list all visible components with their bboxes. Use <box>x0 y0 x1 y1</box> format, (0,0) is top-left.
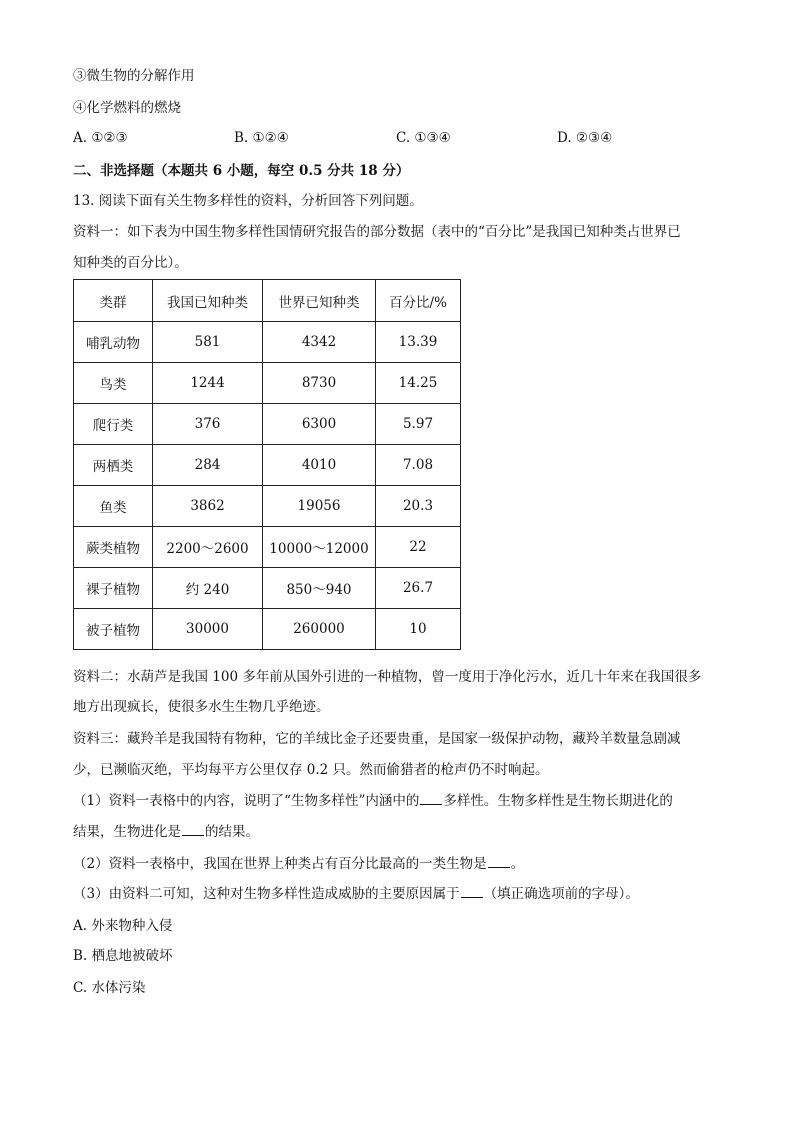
table-row <box>74 363 461 404</box>
table-cell: 鱼类 <box>74 486 153 527</box>
table-row <box>74 486 461 527</box>
table-cell: 284 <box>153 445 263 486</box>
answer-blank[interactable] <box>420 791 442 805</box>
sub1-text-c: 结果，生物进化是 <box>73 824 181 840</box>
table-cell: 26.7 <box>376 568 461 609</box>
sub2-text-b: 。 <box>510 856 525 872</box>
table-cell: 5.97 <box>376 404 461 445</box>
table-cell: 鸟类 <box>74 363 153 404</box>
sub-question-3 <box>73 884 639 904</box>
table-cell: 13.39 <box>376 322 461 363</box>
biodiversity-table <box>73 279 461 650</box>
choice-b[interactable]: B. ①②④ <box>234 130 289 146</box>
table-row <box>74 322 461 363</box>
sub-question-1-line-2 <box>73 822 259 842</box>
table-cell: 22 <box>376 527 461 568</box>
table-cell: 19056 <box>263 486 376 527</box>
table-cell: 1244 <box>153 363 263 404</box>
sub1-text-b: 多样性。生物多样性是生物长期进化的 <box>443 793 673 809</box>
sub-question-2 <box>73 854 524 874</box>
section-title: 二、非选择题（本题共 6 小题，每空 0.5 分共 18 分） <box>73 163 410 179</box>
prev-item-3: ③微生物的分解作用 <box>73 68 195 84</box>
sub2-text-a: （2）资料一表格中，我国在世界上种类占有百分比最高的一类生物是 <box>73 856 487 872</box>
table-cell: 裸子植物 <box>74 568 153 609</box>
table-cell: 2200～2600 <box>153 527 263 568</box>
table-cell: 两栖类 <box>74 445 153 486</box>
choice-d[interactable]: D. ②③④ <box>557 130 613 146</box>
table-cell: 被子植物 <box>74 609 153 650</box>
sub-question-1-line-1 <box>73 791 673 811</box>
table-cell: 850～940 <box>263 568 376 609</box>
table-cell: 14.25 <box>376 363 461 404</box>
table-cell: 7.08 <box>376 445 461 486</box>
header-cell: 类群 <box>74 280 153 322</box>
prev-choices <box>73 130 733 150</box>
table-cell: 30000 <box>153 609 263 650</box>
choice-c[interactable]: C. ①③④ <box>396 130 451 146</box>
table-cell: 260000 <box>263 609 376 650</box>
answer-blank[interactable] <box>488 854 510 868</box>
prev-item-4: ④化学燃料的燃烧 <box>73 100 181 116</box>
table-row <box>74 527 461 568</box>
answer-blank[interactable] <box>182 822 204 836</box>
option-b[interactable]: B. 栖息地被破坏 <box>73 948 173 964</box>
choice-a[interactable]: A. ①②③ <box>73 130 128 146</box>
material-2-line-1: 资料二：水葫芦是我国 100 多年前从国外引进的一种植物，曾一度用于净化污水，近几十年来在我国很多 <box>73 669 702 685</box>
option-c[interactable]: C. 水体污染 <box>73 980 146 996</box>
material-1-line-2: 知种类的百分比）。 <box>73 255 188 271</box>
table-cell: 20.3 <box>376 486 461 527</box>
table-cell: 10 <box>376 609 461 650</box>
sub3-text-b: （填正确选项前的字母）。 <box>483 886 639 902</box>
sub1-text-a: （1）资料一表格中的内容，说明了“生物多样性”内涵中的 <box>73 793 420 809</box>
material-3-line-1: 资料三：藏羚羊是我国特有物种，它的羊绒比金子还要贵重，是国家一级保护动物，藏羚羊数量急剧减 <box>73 731 681 747</box>
table-row <box>74 609 461 650</box>
table-cell: 4010 <box>263 445 376 486</box>
header-cell: 世界已知种类 <box>263 280 376 322</box>
table-cell: 爬行类 <box>74 404 153 445</box>
table-cell: 4342 <box>263 322 376 363</box>
table-cell: 约 240 <box>153 568 263 609</box>
table-cell: 哺乳动物 <box>74 322 153 363</box>
table-cell: 8730 <box>263 363 376 404</box>
material-3-line-2: 少，已濒临灭绝，平均每平方公里仅存 0.2 只。然而偷猎者的枪声仍不时响起。 <box>73 762 549 778</box>
table-cell: 3862 <box>153 486 263 527</box>
table-cell: 6300 <box>263 404 376 445</box>
header-cell: 我国已知种类 <box>153 280 263 322</box>
sub3-text-a: （3）由资料二可知，这种对生物多样性造成威胁的主要原因属于 <box>73 886 460 902</box>
table-header-row <box>74 280 461 322</box>
option-a[interactable]: A. 外来物种入侵 <box>73 918 173 934</box>
material-2-line-2: 地方出现疯长，使很多水生生物几乎绝迹。 <box>73 699 330 715</box>
table-cell: 376 <box>153 404 263 445</box>
table-row <box>74 445 461 486</box>
answer-blank[interactable] <box>461 884 483 898</box>
table-row <box>74 568 461 609</box>
material-1-line-1: 资料一：如下表为中国生物多样性国情研究报告的部分数据（表中的“百分比”是我国已知种类占世界已 <box>73 224 681 240</box>
table-cell: 10000～12000 <box>263 527 376 568</box>
sub1-text-d: 的结果。 <box>205 824 259 840</box>
table-cell: 蕨类植物 <box>74 527 153 568</box>
table-row <box>74 404 461 445</box>
table-cell: 581 <box>153 322 263 363</box>
question-13-stem: 13. 阅读下面有关生物多样性的资料，分析回答下列问题。 <box>73 193 423 209</box>
header-cell: 百分比/% <box>376 280 461 322</box>
